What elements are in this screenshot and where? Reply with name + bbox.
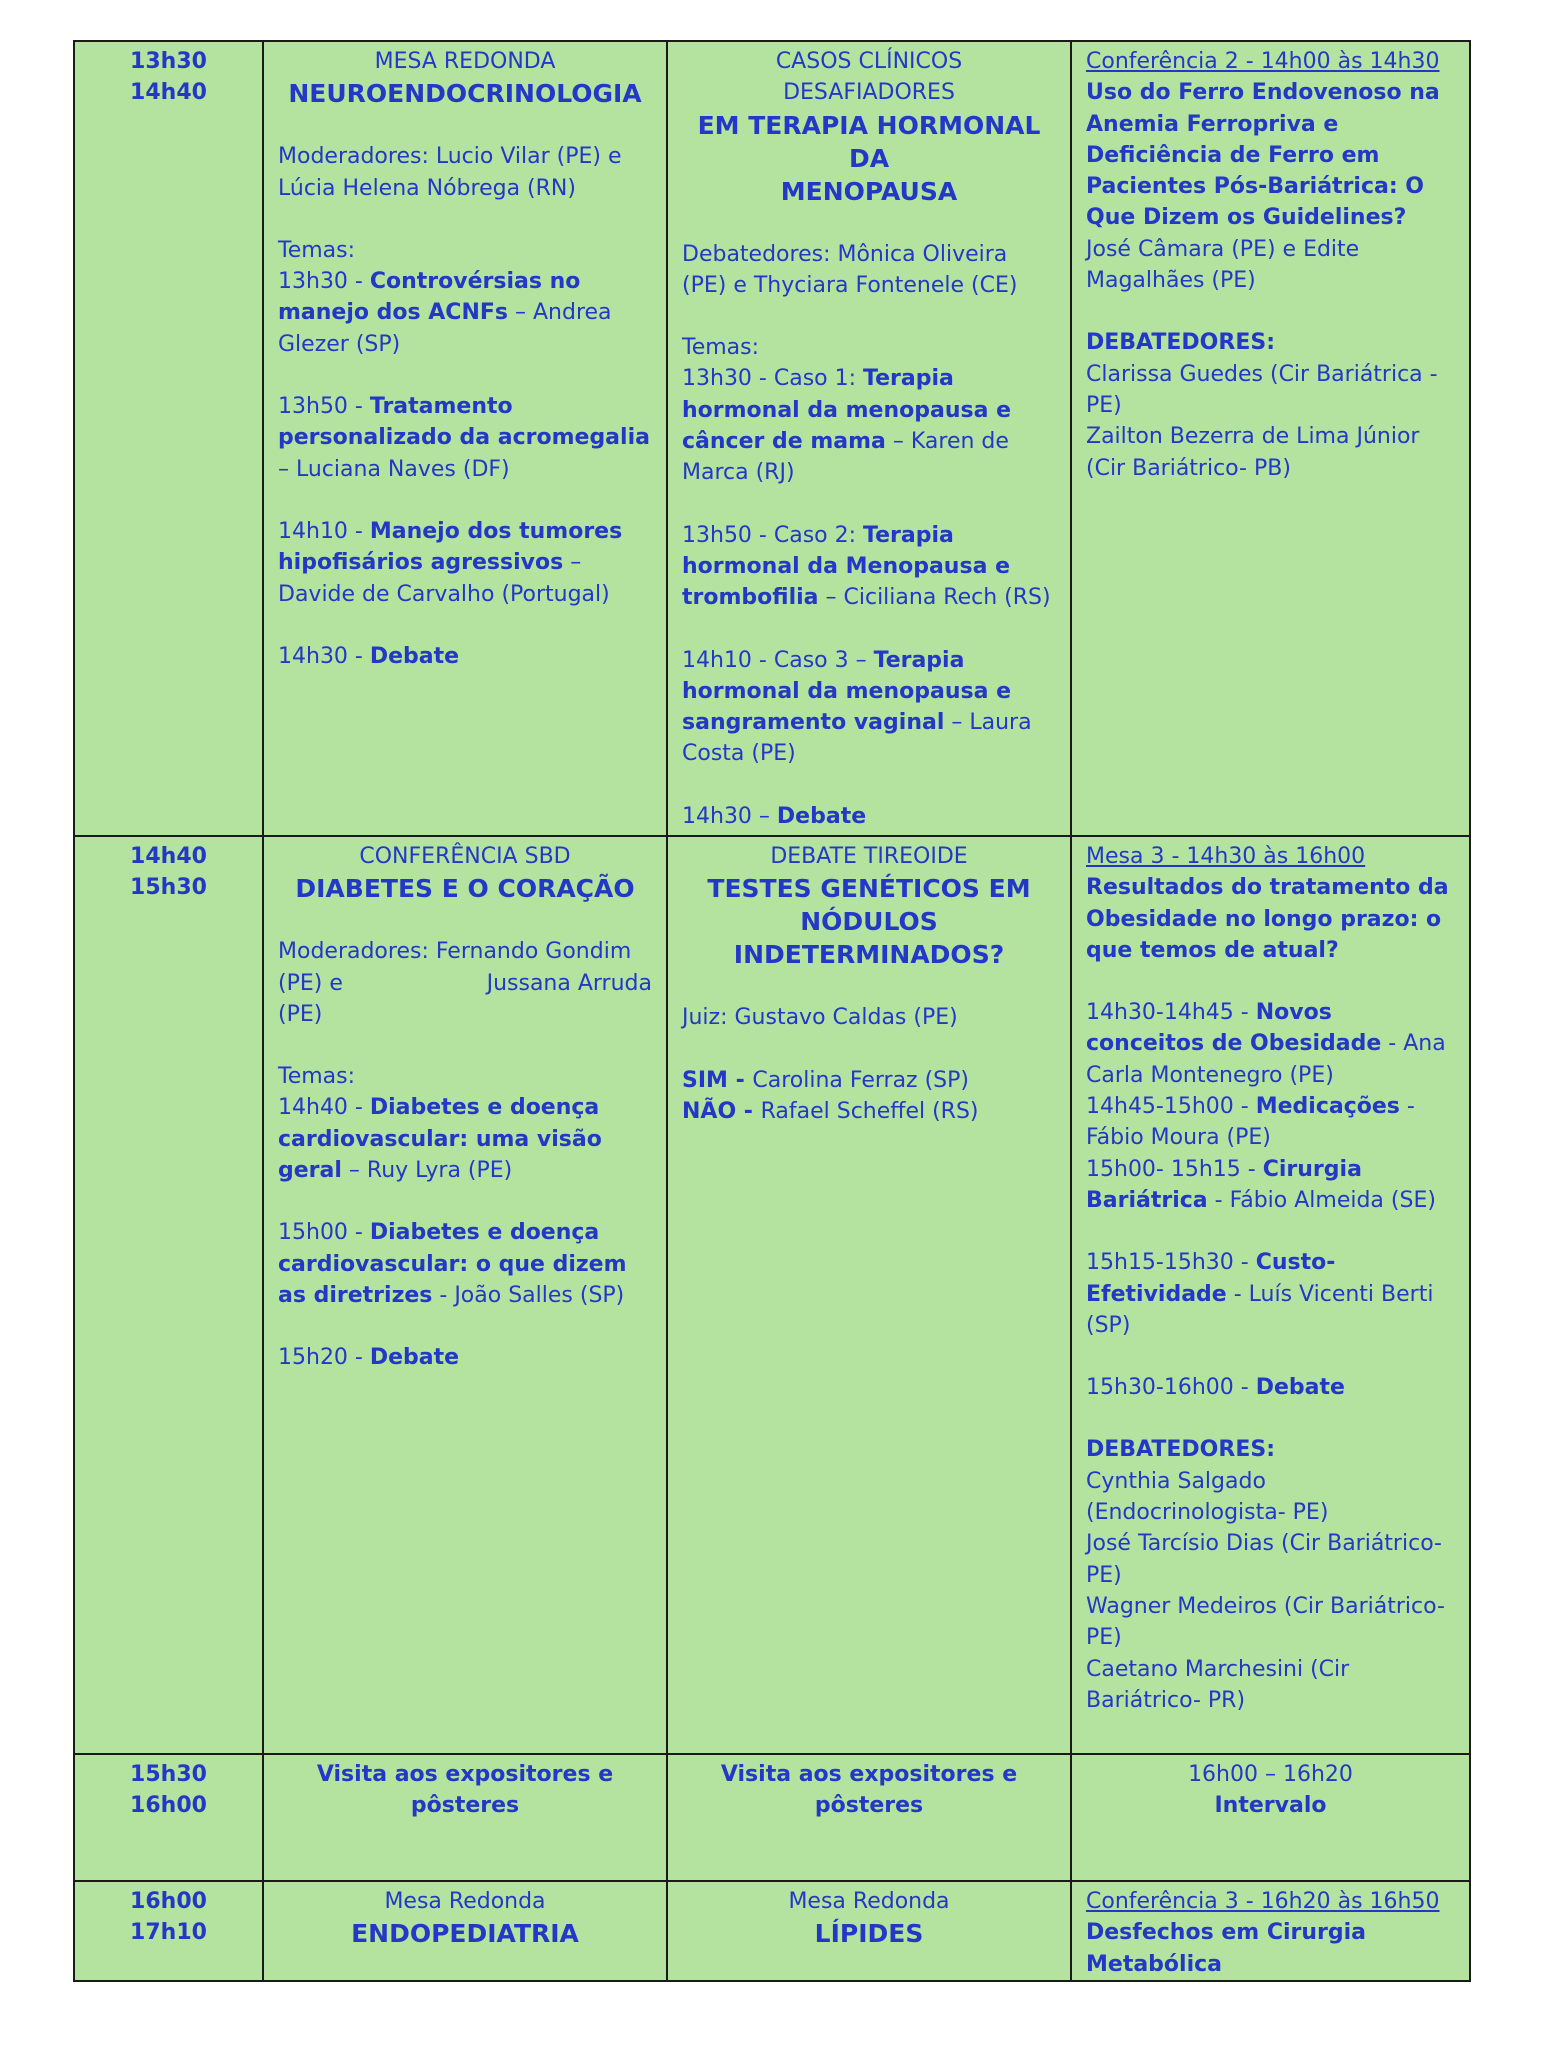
list-item: 14h10 - Caso 3 – Terapia hormonal da menopausa e sangramento vaginal – Laura Costa (PE) xyxy=(682,647,1032,767)
list-item: 15h00 - Diabetes e doença cardiovascular: o que dizem as diretrizes - João Salles (SP) xyxy=(278,1220,627,1308)
start-time: 14h40 xyxy=(130,844,207,869)
session-title: Resultados do tratamento da Obesidade no longo prazo: o que temos de atual? xyxy=(1086,875,1449,963)
session-debate-tireoide xyxy=(667,836,1071,1754)
session-neuroendocrinologia xyxy=(263,41,667,836)
yes-speaker: SIM - Carolina Ferraz (SP) xyxy=(682,1067,969,1093)
session-title: ENDOPEDIATRIA xyxy=(351,1919,579,1949)
session-title: Desfechos em Cirurgia Metabólica xyxy=(1086,1920,1367,1977)
time-slot xyxy=(74,836,263,1754)
list-item: 13h50 - Tratamento personalizado da acromegalia – Luciana Naves (DF) xyxy=(278,394,650,482)
list-item: 15h00- 15h15 - Cirurgia Bariátrica - Fábio Almeida (SE) xyxy=(1086,1156,1436,1213)
list-item: 14h45-15h00 - Medicações - Fábio Moura (PE) xyxy=(1086,1094,1415,1151)
list-item: Caetano Marchesini (Cir Bariátrico- PR) xyxy=(1086,1656,1350,1713)
temas-label: Temas: xyxy=(278,1064,356,1090)
list-item: 15h30-16h00 - Debate xyxy=(1086,1375,1345,1401)
end-time: 15h30 xyxy=(130,875,207,901)
session-caption: DEBATE TIREOIDE xyxy=(770,844,968,869)
list-item: 14h10 - Manejo dos tumores hipofisários agressivos – Davide de Carvalho (Portugal) xyxy=(278,518,623,607)
list-item: 14h30-14h45 - Novos conceitos de Obesidade - Ana Carla Montenegro (PE) xyxy=(1086,1000,1446,1088)
session-terapia-hormonal xyxy=(667,41,1071,836)
no-speaker: NÃO - Rafael Scheffel (RS) xyxy=(682,1098,979,1124)
moderators: Moderadores: Lucio Vilar (PE) e Lúcia Helena Nóbrega (RN) xyxy=(278,144,622,201)
list-item: 13h50 - Caso 2: Terapia hormonal da Menopausa e trombofilia – Ciciliana Rech (RS) xyxy=(682,522,1051,611)
session-visita xyxy=(667,1754,1071,1881)
session-title: EM TERAPIA HORMONAL DA xyxy=(697,110,1041,173)
conference-3 xyxy=(1071,1881,1470,1981)
schedule-row xyxy=(74,1754,1470,1881)
conference-ferro xyxy=(1071,41,1470,836)
session-diabetes-coracao xyxy=(263,836,667,1754)
list-item: 14h30 - Debate xyxy=(278,643,460,669)
end-time: 14h40 xyxy=(130,80,207,106)
session-caption: CASOS CLÍNICOS xyxy=(775,49,963,74)
speakers: José Câmara (PE) e Edite Magalhães (PE) xyxy=(1086,236,1360,294)
list-item: 15h15-15h30 - Custo-Efetividade - Luís Vicenti Berti (SP) xyxy=(1086,1250,1434,1338)
session-caption: Mesa Redonda xyxy=(788,1889,950,1914)
session-title: Visita aos expositores e xyxy=(316,1762,614,1787)
time-slot xyxy=(74,41,263,836)
session-heading: Conferência 3 - 16h20 às 16h50 xyxy=(1086,1889,1440,1914)
session-endopediatria xyxy=(263,1881,667,1981)
session-title: INDETERMINADOS? xyxy=(733,940,1005,970)
list-item: Wagner Medeiros (Cir Bariátrico-PE) xyxy=(1086,1593,1445,1651)
list-item: Clarissa Guedes (Cir Bariátrica - PE) xyxy=(1086,361,1438,418)
start-time: 16h00 xyxy=(130,1889,207,1914)
session-title: pôsteres xyxy=(814,1793,924,1819)
session-title: Uso do Ferro Endovenoso na Anemia Ferropriva e Deficiência de Ferro em Pacientes Pós-Bariátrica: O Que Dizem os Guidelines? xyxy=(1086,80,1440,231)
temas-label: Temas: xyxy=(278,237,356,263)
session-title: Visita aos expositores e xyxy=(720,1762,1018,1787)
session-title: NÓDULOS xyxy=(800,907,938,937)
schedule-row xyxy=(74,41,1470,836)
moderators: Moderadores: Fernando Gondim (PE) e Jussana Arruda (PE) xyxy=(278,939,652,1027)
session-title: DIABETES E O CORAÇÃO xyxy=(295,874,635,904)
time-slot xyxy=(74,1754,263,1881)
session-title: Intervalo xyxy=(1214,1793,1327,1819)
list-item: José Tarcísio Dias (Cir Bariátrico-PE) xyxy=(1086,1531,1442,1588)
session-title: TESTES GENÉTICOS EM xyxy=(707,874,1031,904)
start-time: 15h30 xyxy=(130,1762,207,1787)
session-caption: DESAFIADORES xyxy=(783,80,955,106)
list-item: 13h30 - Caso 1: Terapia hormonal da menopausa e câncer de mama – Karen de Marca (RJ) xyxy=(682,366,1012,486)
end-time: 16h00 xyxy=(130,1793,207,1819)
session-lipides xyxy=(667,1881,1071,1981)
start-time: 13h30 xyxy=(130,49,207,74)
session-title: LÍPIDES xyxy=(814,1919,924,1949)
judge: Juiz: Gustavo Caldas (PE) xyxy=(682,1005,958,1031)
list-item: 13h30 - Controvérsias no manejo dos ACNFs – Andrea Glezer (SP) xyxy=(278,269,612,357)
end-time: 17h10 xyxy=(130,1920,207,1946)
debaters: Debatedores: Mônica Oliveira (PE) e Thyciara Fontenele (CE) xyxy=(682,241,1018,298)
list-item: 15h20 - Debate xyxy=(278,1345,460,1371)
session-mesa-3 xyxy=(1071,836,1470,1754)
session-intervalo xyxy=(1071,1754,1470,1881)
schedule-row xyxy=(74,1881,1470,1981)
session-caption: Mesa Redonda xyxy=(384,1889,546,1914)
session-title: MENOPAUSA xyxy=(780,176,958,206)
session-caption: CONFERÊNCIA SBD xyxy=(359,844,571,869)
list-item: Zailton Bezerra de Lima Júnior (Cir Bariátrico- PB) xyxy=(1086,424,1420,481)
list-item: 14h40 - Diabetes e doença cardiovascular: uma visão geral – Ruy Lyra (PE) xyxy=(278,1095,602,1184)
list-item: 14h30 – Debate xyxy=(682,803,867,829)
session-heading: Mesa 3 - 14h30 às 16h00 xyxy=(1086,844,1366,869)
debaters-label: DEBATEDORES: xyxy=(1086,1437,1275,1463)
time-slot xyxy=(74,1881,263,1981)
debaters-label: DEBATEDORES: xyxy=(1086,330,1275,356)
session-visita xyxy=(263,1754,667,1881)
session-title: NEUROENDOCRINOLOGIA xyxy=(288,79,642,109)
schedule-table xyxy=(73,40,1471,1982)
schedule-row xyxy=(74,836,1470,1754)
list-item: Cynthia Salgado (Endocrinologista- PE) xyxy=(1086,1468,1329,1526)
session-caption: MESA REDONDA xyxy=(374,49,556,74)
session-title: pôsteres xyxy=(410,1793,520,1819)
session-heading: Conferência 2 - 14h00 às 14h30 xyxy=(1086,49,1440,74)
session-caption: 16h00 – 16h20 xyxy=(1188,1762,1353,1787)
temas-label: Temas: xyxy=(682,335,760,361)
